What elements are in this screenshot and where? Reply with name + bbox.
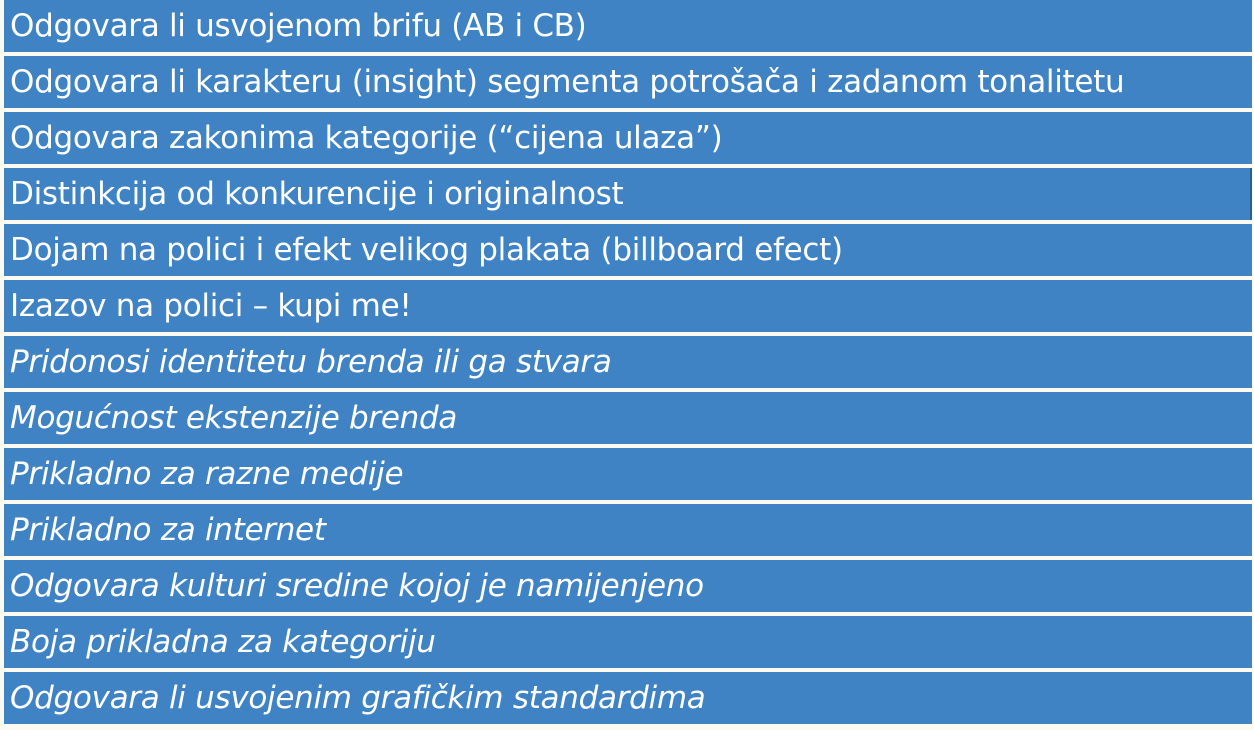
criteria-row-5: Dojam na polici i efekt velikog plakata (billboard efect) [4,224,1252,276]
criteria-row-11: Odgovara kulturi sredine kojoj je namijenjeno [4,560,1252,612]
criteria-row-3: Odgovara zakonima kategorije (“cijena ulaza”) [4,112,1252,164]
criteria-row-10: Prikladno za internet [4,504,1252,556]
criteria-row-4: Distinkcija od konkurencije i originalnost [4,168,1252,220]
criteria-row-1: Odgovara li usvojenom brifu (AB i CB) [4,0,1252,52]
criteria-row-2: Odgovara li karakteru (insight) segmenta potrošača i zadanom tonalitetu [4,56,1252,108]
criteria-row-7: Pridonosi identitetu brenda ili ga stvara [4,336,1252,388]
criteria-row-8: Mogućnost ekstenzije brenda [4,392,1252,444]
criteria-row-9: Prikladno za razne medije [4,448,1252,500]
criteria-row-13: Odgovara li usvojenim grafičkim standardima [4,672,1252,724]
criteria-row-12: Boja prikladna za kategoriju [4,616,1252,668]
criteria-row-6: Izazov na polici – kupi me! [4,280,1252,332]
